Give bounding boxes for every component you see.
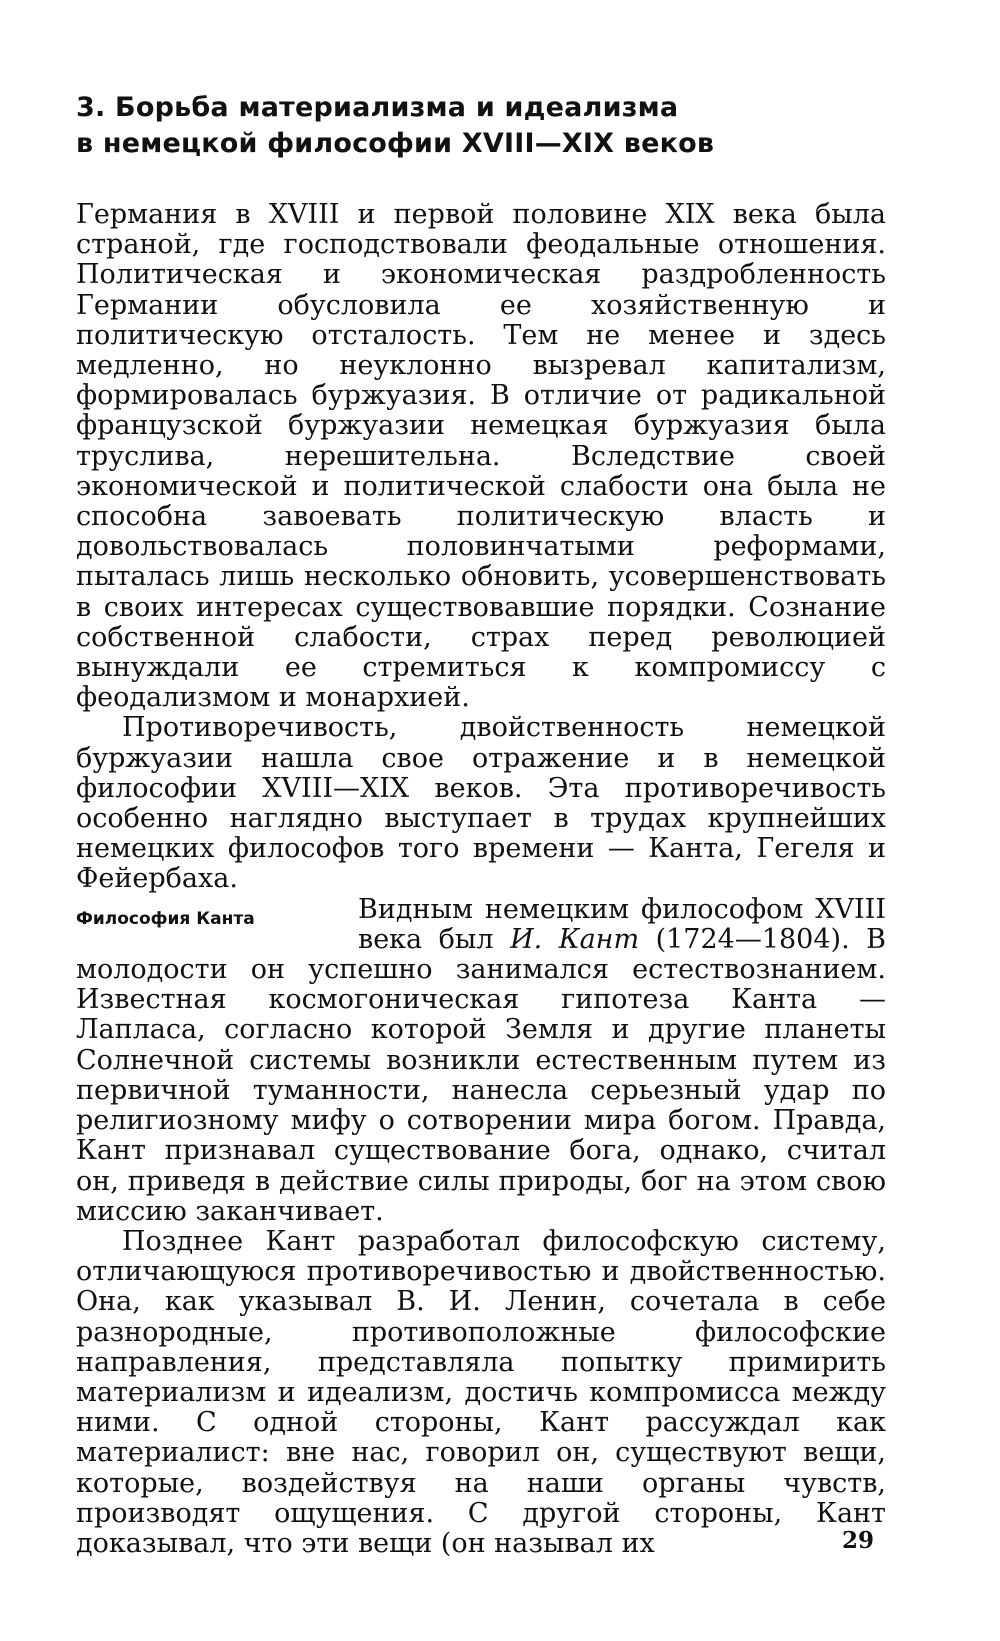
kant-intro-continuation: (1724—1804). В молодости он успешно занимался естествознанием. Известная космогоническая гипотеза Канта — Лапласа, согласно которой Земля и другие планеты Солнечной системы возникли естественным путем из первичной туманности, нанесла серьезный удар по религиозному мифу о сотворении мира богом. Правда, Кант признавал существование бога, однако, считал он, приведя в действие силы природы, бог на этом свою миссию заканчивает. (76, 923, 886, 1227)
heading-line-1: 3. Борьба материализма и идеализма (76, 92, 679, 123)
kant-intro-text: Видным немецким философом XVIII века был (358, 893, 886, 955)
section-heading (76, 90, 886, 162)
book-page (76, 90, 886, 1559)
kant-section (76, 895, 886, 1227)
page-number: 29 (842, 1527, 875, 1554)
paragraph-contradiction: Противоречивость, двойственность немецкой буржуазии нашла свое отражение и в немецкой философии XVIII—XIX веков. Эта противоречивость особенно наглядно выступает в трудах крупнейших немецких философов того времени — Канта, Гегеля и Фейербаха. (76, 712, 886, 895)
heading-line-2: в немецкой философии XVIII—XIX веков (76, 128, 715, 159)
kant-name: И. Кант (510, 923, 640, 955)
paragraph-germany: Германия в XVIII и первой половине XIX века была страной, где господствовали феодальные отношения. Политическая и экономическая раздробленность Германии обусловила ее хозяйственную и политическую отсталость. Тем не менее и здесь медленно, но неуклонно вызревал капитализм, формировалась буржуазия. В отличие от радикальной французской буржуазии немецкая буржуазия была труслива, нерешительна. Вследствие своей экономической и политической слабости она была не способна завоевать политическую власть и довольствовалась половинчатыми реформами, пыталась лишь несколько обновить, усовершенствовать в своих интересах существовавшие порядки. Сознание собственной слабости, страх перед революцией вынуждали ее стремиться к компромиссу с феодализмом и монархией. (76, 199, 886, 714)
paragraph-kant-system: Позднее Кант разработал философскую систему, отличающуюся противоречивостью и двойственностью. Она, как указывал В. И. Ленин, сочетала в себе разнородные, противоположные философские направления, представляла попытку примирить материализм и идеализм, достичь компромисса между ними. С одной стороны, Кант рассуждал как материалист: вне нас, говорил он, существуют вещи, которые, воздействуя на наши органы чувств, производят ощущения. С другой стороны, Кант доказывал, что эти вещи (он называл их (76, 1225, 886, 1559)
sidehead-kant-philosophy: Философия Канта (76, 908, 255, 929)
